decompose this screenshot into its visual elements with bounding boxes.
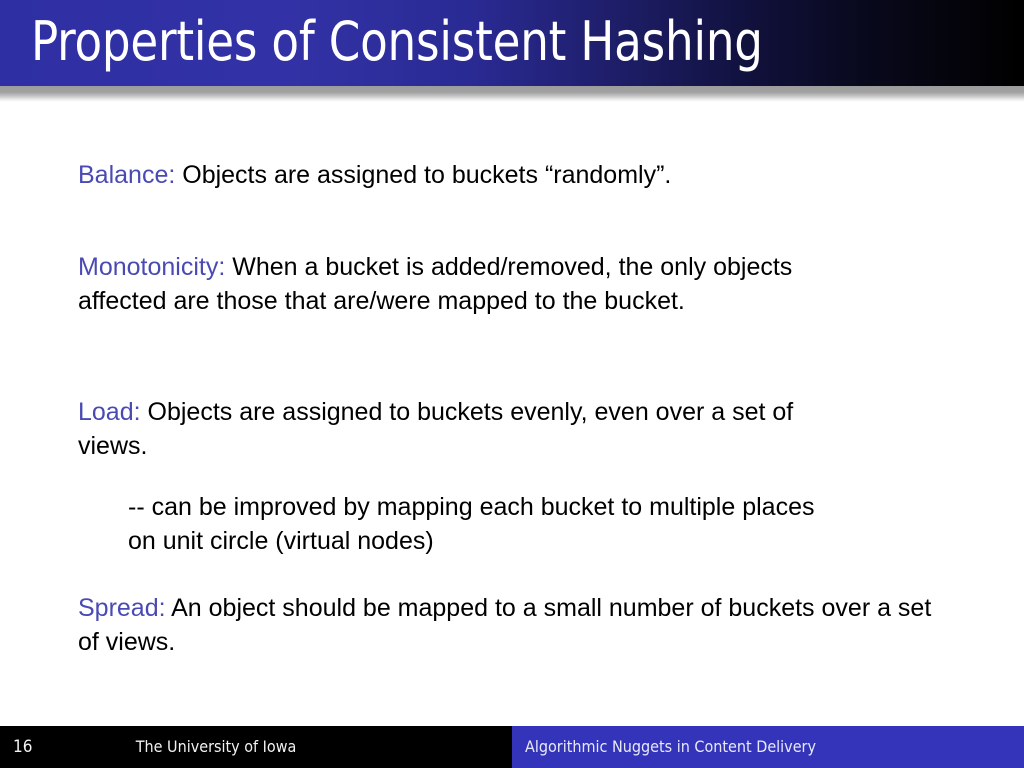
slide-body	[0, 102, 1024, 726]
slide-header	[0, 0, 1024, 86]
page-title: Properties of Consistent Hashing	[31, 10, 763, 73]
property-load-text: Objects are assigned to buckets evenly, even over a set of views.	[78, 398, 794, 460]
property-spread-label: Spread:	[78, 594, 166, 622]
property-monotonicity	[78, 250, 868, 318]
slide-footer	[0, 726, 1024, 768]
property-spread	[78, 591, 940, 659]
property-load-label: Load:	[78, 398, 141, 426]
header-shadow-divider	[0, 86, 1024, 102]
property-virtual-nodes-text: -- can be improved by mapping each bucket to multiple places on unit circle (virtual nodes)	[128, 493, 815, 555]
footer-left-panel	[0, 726, 512, 768]
property-balance-label: Balance:	[78, 161, 176, 189]
property-monotonicity-text: When a bucket is added/removed, the only objects affected are those that are/were mapped to the bucket.	[78, 253, 793, 315]
footer-deck-title: Algorithmic Nuggets in Content Delivery	[525, 737, 816, 756]
property-monotonicity-label: Monotonicity:	[78, 253, 226, 281]
property-balance-text: Objects are assigned to buckets “randomly”.	[175, 161, 672, 189]
property-virtual-nodes	[128, 490, 838, 558]
property-load	[78, 395, 838, 463]
footer-right-panel	[512, 726, 1024, 768]
property-spread-text: An object should be mapped to a small number of buckets over a set of views.	[78, 594, 932, 656]
property-balance	[78, 158, 671, 192]
page-number: 16	[13, 737, 33, 757]
footer-organization: The University of Iowa	[135, 737, 297, 756]
